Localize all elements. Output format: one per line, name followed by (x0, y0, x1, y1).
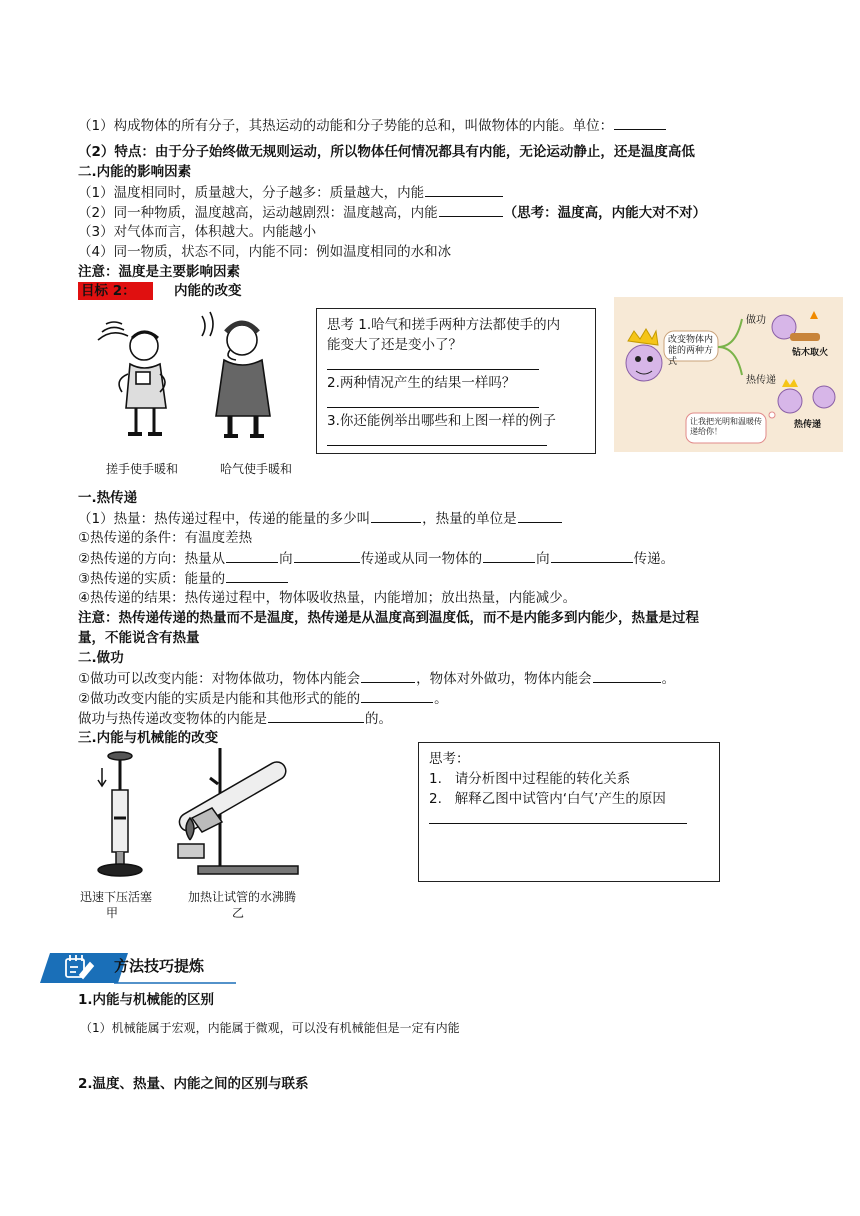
mindmap-center: 改变物体内能的两种方式 (668, 335, 714, 367)
caption-piston: 迅速下压活塞 (80, 890, 153, 904)
factor-3: （3）对气体而言，体积越大。内能越小 (78, 224, 317, 240)
think2-item-1: 1. 请分析图中过程能的转化关系 (429, 771, 631, 787)
answer-blank[interactable] (551, 548, 633, 563)
mindmap-work-example: 钻木取火 (792, 348, 829, 358)
answer-blank[interactable] (518, 508, 562, 523)
feature-line: （2）特点：由于分子始终做无规则运动，所以物体任何情况都具有内能，无论运动静止，还是温度高低 (78, 144, 695, 160)
answer-line[interactable] (429, 823, 687, 824)
heated-test-tube-icon (176, 748, 298, 874)
method-point-1: （1）机械能属于宏观，内能属于微观，可以没有机械能但是一定有内能 (80, 1021, 460, 1035)
heat-result: ④热传递的结果：热传递过程中，物体吸收热量，内能增加；放出热量，内能减少。 (78, 590, 577, 606)
answer-blank[interactable] (614, 115, 666, 130)
answer-blank[interactable] (226, 568, 288, 583)
think-box-2 (418, 742, 720, 882)
mech-heading: 三.内能与机械能的改变 (78, 730, 219, 746)
goal-title: 内能的改变 (174, 283, 242, 299)
factors-note: 注意：温度是主要影响因素 (78, 264, 240, 280)
mindmap-branch-heat: 热传递 (746, 375, 776, 386)
heat-transfer-icon (778, 379, 835, 413)
caption-tube: 加热让试管的水沸腾 (188, 890, 297, 904)
goal-tag: 目标 2： (78, 282, 153, 300)
answer-blank[interactable] (371, 508, 421, 523)
answer-blank[interactable] (361, 688, 433, 703)
hand-warming-figure (84, 310, 306, 460)
caption-blowing: 哈气使手暖和 (220, 462, 293, 476)
rubbing-hands-person-icon (98, 322, 166, 434)
experiment-figure (80, 748, 320, 888)
think-q3: 3.你还能例举出哪些和上图一样的例子 (327, 413, 556, 429)
work-line-1: ①做功可以改变内能：对物体做功，物体内能会 ，物体对外做功，物体内能会 。 (78, 668, 675, 689)
heat-essence: ③热传递的实质：能量的 (78, 568, 289, 589)
blowing-hands-person-icon (202, 312, 270, 436)
heat-heading: 一.热传递 (78, 490, 138, 506)
piston-cylinder-icon (98, 752, 142, 876)
work-line-3: 做功与热传递改变物体的内能是 的。 (78, 708, 392, 729)
method-heading-2: 2.温度、热量、内能之间的区别与联系 (78, 1076, 309, 1092)
answer-blank[interactable] (483, 548, 535, 563)
think-q1: 思考 1.哈气和搓手两种方法都使手的内 (327, 317, 561, 333)
answer-line[interactable] (327, 445, 547, 446)
think-q1-cont: 能变大了还是变小了？ (327, 337, 462, 353)
heat-condition: ①热传递的条件：有温度差热 (78, 530, 253, 546)
factor-2: （2）同一种物质，温度越高，运动越剧烈：温度越高，内能 （思考：温度高，内能大对不对） (78, 202, 706, 223)
caption-tube-label: 乙 (232, 906, 245, 920)
method-title: 方法技巧提炼 (114, 957, 205, 975)
factor-1: （1）温度相同时，质量越大，分子越多：质量越大，内能 (78, 182, 504, 203)
mindmap-figure (614, 297, 843, 452)
mascot-icon (626, 329, 662, 381)
mindmap-heat-example: 热传递 (794, 420, 822, 430)
heat-line-1: （1）热量：热传递过程中，传递的能量的多少叫 ，热量的单位是 (78, 508, 563, 529)
drill-wood-icon (772, 311, 820, 341)
mindmap-bubble: 让我把光明和温暖传递给你！ (690, 417, 762, 436)
think-box-1 (316, 308, 596, 454)
answer-blank[interactable] (593, 668, 661, 683)
work-heading: 二.做功 (78, 650, 124, 666)
caption-piston-label: 甲 (106, 906, 119, 920)
think2-item-2: 2. 解释乙图中试管内‘白气’产生的原因 (429, 791, 666, 807)
heat-direction: ②热传递的方向：热量从 向 传递或从同一物体的 向 传递。 (78, 548, 674, 569)
answer-line[interactable] (327, 369, 539, 370)
answer-line[interactable] (327, 407, 539, 408)
answer-blank[interactable] (425, 182, 503, 197)
answer-blank[interactable] (439, 202, 503, 217)
think-q2: 2.两种情况产生的结果一样吗？ (327, 375, 516, 391)
think2-title: 思考： (429, 751, 470, 767)
method-heading-1: 1.内能与机械能的区别 (78, 992, 215, 1008)
heat-note-1: 注意：热传递传递的热量而不是温度，热传递是从温度高到温度低，而不是内能多到内能少，热量是过程 (78, 610, 699, 626)
factors-heading: 二.内能的影响因素 (78, 164, 192, 180)
mindmap-branch-work: 做功 (746, 315, 766, 326)
caption-rubbing: 搓手使手暖和 (106, 462, 179, 476)
answer-blank[interactable] (294, 548, 360, 563)
definition-line: （1）构成物体的所有分子，其热运动的动能和分子势能的总和，叫做物体的内能。单位： (78, 115, 667, 136)
work-line-2: ②做功改变内能的实质是内能和其他形式的能的 。 (78, 688, 448, 709)
answer-blank[interactable] (226, 548, 278, 563)
factor-4: （4）同一物质，状态不同，内能不同：例如温度相同的水和冰 (78, 244, 452, 260)
heat-note-2: 量，不能说含有热量 (78, 630, 200, 646)
answer-blank[interactable] (361, 668, 415, 683)
answer-blank[interactable] (268, 708, 364, 723)
